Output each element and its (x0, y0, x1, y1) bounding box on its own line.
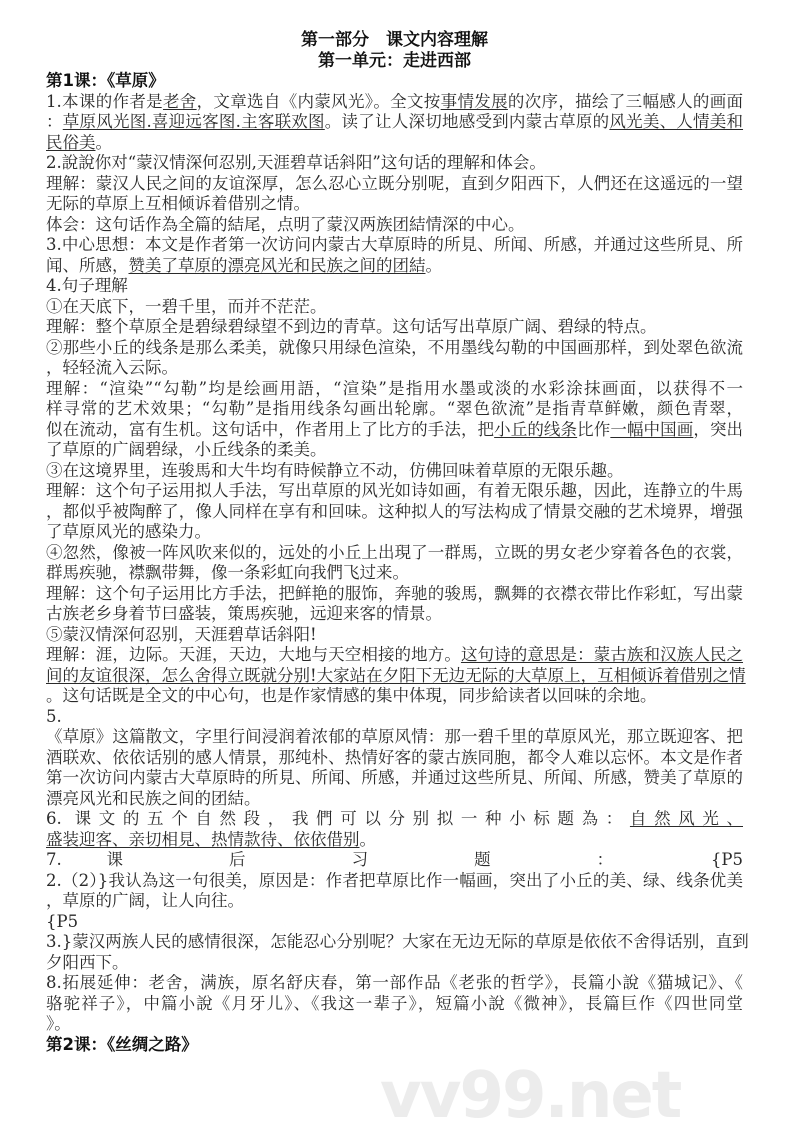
text-segment: 理解：蒙汉人民之间的友谊深厚，怎么忍心立既分别呢，直到夕阳西下，人們还在这遥远的一望 (46, 173, 743, 193)
text-line (46, 604, 743, 625)
text-line (46, 789, 743, 810)
text-segment: 。 (425, 255, 442, 275)
text-segment: 理解：涯，边际。天涯，天边，大地与天空相接的地方。 (46, 645, 461, 664)
text-segment: ，突出 (693, 419, 744, 439)
underlined-answer: 事情发展 (440, 91, 508, 111)
watermark: vv99.net (380, 1059, 681, 1133)
text-segment: 。这句话既是全文的中心句，也是作家情感的集中体現，同步給读者以回味的余地。 (46, 686, 657, 705)
text-segment: ②那些小丘的线条是那么柔美，就像只用绿色渲染，不用墨线勾勒的中国画那样，到处翠色欲流 (46, 337, 743, 357)
text-segment: 群馬疾驰，襟飘带舞，像一条彩虹向我們飞过来。 (46, 563, 409, 582)
text-line (46, 686, 743, 707)
text-segment: 理解：“渲染”“勾勒”均是绘画用語，“渲染”是指用水墨或淡的水彩涂抹画面，以获得不一 (46, 378, 743, 398)
underlined-answer: 这句诗的意思是：蒙古族和汉族人民之 (460, 645, 744, 664)
text-segment: 7.课 后 习 题 ： {P5 (46, 850, 743, 869)
document-page (46, 30, 749, 1055)
text-line (46, 174, 743, 195)
text-segment: 4.句子理解 (46, 276, 128, 295)
text-line (46, 645, 743, 666)
text-line (46, 153, 743, 174)
underlined-answer: 小丘的线条 (494, 419, 578, 439)
text-segment: 5. (46, 706, 62, 726)
text-line (46, 276, 743, 297)
text-line (46, 768, 743, 789)
text-segment: 3.中心思想：本文是作者第一次访问内蒙古大草原時的所見、所闻、所感，并通过这些所見、所 (46, 235, 743, 254)
text-segment: ④忽然，像被一阵风吹来似的，远处的小丘上出現了一群馬，立既的男女老少穿着各色的衣裳， (46, 542, 743, 562)
text-line (46, 317, 743, 338)
text-line (46, 133, 743, 154)
text-segment: 酒联欢、依依话别的感人情景，那纯朴、热情好客的蒙古族同胞，都令人难以忘怀。本文是作者 (46, 747, 743, 767)
unit-title: 第一单元：走进西部 (318, 50, 471, 71)
text-line (46, 584, 743, 605)
text-line (46, 891, 743, 912)
text-segment: 2.（2）}我认為这一句很美，原因是：作者把草原比作一幅画，突出了小丘的美、绿、线条优美 (46, 870, 743, 890)
text-line (46, 215, 743, 236)
text-line (46, 399, 743, 420)
text-segment: 了草原的广阔碧绿，小丘线条的柔美。 (46, 440, 327, 459)
text-line (46, 297, 743, 318)
underlined-answer: 风光美、人情美和 (609, 112, 744, 131)
text-segment: 。 (95, 132, 112, 152)
text-line (46, 912, 743, 933)
text-line (46, 994, 743, 1015)
text-line (46, 809, 743, 830)
text-segment: 第1课：《草原》 (46, 71, 165, 90)
text-segment: 理解：整个草原全是碧绿碧绿望不到边的青草。这句话写出草原广阔、碧绿的特点。 (46, 317, 657, 336)
text-segment: ，轻轻流入云际。 (46, 358, 178, 377)
text-line (46, 235, 743, 256)
text-line (46, 440, 743, 461)
text-line (46, 625, 743, 646)
underlined-answer: 赞美了草原的漂亮风光和民族之间的团結 (128, 255, 426, 275)
text-line (46, 665, 746, 687)
text-segment: {P5 (46, 911, 79, 931)
text-line (46, 92, 743, 113)
text-segment: 》。 (46, 1014, 71, 1033)
text-segment: 理解：这个句子运用拟人手法，写出草原的风光如诗如画，有着无限乐趣，因此，连静立的牛馬 (46, 481, 743, 500)
text-segment: 闻、所感， (46, 255, 129, 275)
text-line (46, 707, 743, 728)
underlined-answer: 民俗美 (46, 132, 96, 152)
text-line (46, 338, 743, 359)
text-segment: 6. 课文的五个自然段，我們可以分别拟一种小标题為： (46, 809, 630, 828)
text-segment: ，文章选自《内蒙风光》。全文按 (196, 91, 441, 111)
text-line (46, 1014, 743, 1035)
text-line (46, 522, 743, 543)
text-line (46, 830, 743, 851)
text-segment: 《草原》这篇散文，字里行间浸润着浓郁的草原风情：那一碧千里的草原风光，那立既迎客、把 (46, 727, 743, 746)
text-segment: ： (46, 112, 63, 131)
underlined-answer: 间的友谊很深，怎么舍得立既就分别!大家站在夕阳下无边无际的大草原上，互相倾诉着借别之情 (46, 665, 746, 685)
text-segment: 1.本课的作者是 (46, 91, 163, 111)
text-segment: 体会：这句话作為全篇的結尾，点明了蒙汉两族团結情深的中心。 (46, 214, 525, 234)
text-line (46, 953, 743, 974)
text-segment: 2.說說你对“蒙汉情深何忍别,天涯碧草话斜阳”这句话的理解和体会。 (46, 153, 546, 172)
text-line (46, 932, 749, 953)
underlined-answer: 老舍 (162, 91, 197, 111)
underlined-answer: 盛装迎客、亲切相見、热情款待、依依借别 (46, 829, 360, 849)
lesson-heading (46, 71, 743, 92)
text-segment: 了草原风光的感染力。 (46, 522, 211, 541)
text-line (46, 563, 743, 584)
text-segment: ，都似乎被陶醉了，像人同样在享有和回味。这种拟人的写法构成了情景交融的艺术境界，增强 (46, 501, 743, 521)
text-segment: ⑤蒙汉情深何忍别，天涯碧草话斜阳! (46, 624, 317, 644)
text-line (46, 973, 743, 994)
text-line (46, 850, 743, 871)
text-segment: 似在流动，富有生机。这句话中，作者用上了比方的手法，把 (46, 419, 495, 439)
text-line (46, 461, 743, 482)
text-line (46, 481, 743, 502)
text-line (46, 379, 743, 400)
text-line (46, 194, 743, 215)
text-line (46, 358, 743, 379)
text-segment: ①在天底下，一碧千里，而并不茫茫。 (46, 296, 327, 316)
text-line (46, 420, 743, 441)
part-title: 第一部分 课文内容理解 (301, 30, 488, 50)
text-segment: 理解：这个句子运用比方手法，把鲜艳的服饰，奔驰的骏馬，飘舞的衣襟衣带比作彩虹，写出蒙 (46, 583, 743, 603)
text-segment: 骆驼祥子》，中篇小說《月牙儿》、《我这一辈子》，短篇小說《微神》，長篇巨作《四世同堂 (46, 993, 743, 1013)
text-segment: 第2课：《丝绸之路》 (46, 1034, 198, 1054)
underlined-answer: 草原风光图.喜迎远客图.主客联欢图 (62, 112, 325, 131)
text-line (46, 502, 743, 523)
text-line (46, 748, 743, 769)
lesson-heading (46, 1035, 743, 1056)
text-segment: 第一次访问内蒙古大草原時的所見、所闻、所感，并通过这些所見、所闻、所感，赞美了草原的 (46, 768, 743, 787)
text-line (46, 256, 743, 277)
text-segment: 。 (359, 829, 376, 849)
underlined-answer: 一幅中国画 (610, 419, 694, 439)
text-segment: 古族老乡身着节曰盛装，策馬疾驰，远迎来客的情景。 (46, 604, 442, 623)
text-segment: 的次序，描绘了三幅感人的画面 (507, 91, 744, 111)
text-segment: ，草原的广阔，让人向往。 (46, 891, 244, 910)
text-line (46, 112, 743, 133)
text-line (46, 727, 743, 748)
text-segment: 8.拓展延伸：老舍，满族，原名舒庆春，第一部作品《老张的哲学》，長篇小說《猫城记》、《 (46, 973, 743, 992)
underlined-answer: 自然风光、 (629, 809, 743, 828)
text-segment: 3.}蒙汉两族人民的感情很深，怎能忍心分别呢？大家在无边无际的草原是依依不舍得话别，直到 (46, 932, 749, 951)
text-segment: 漂亮风光和民族之间的团結。 (46, 788, 261, 808)
text-line (46, 871, 743, 892)
text-segment: 无际的草原上互相倾诉着借别之情。 (46, 194, 310, 213)
text-segment: 样寻常的艺术效果；“勾勒”是指用线条勾画出轮廓。“翠色欲流”是指青草鲜嫩，颜色青翠， (46, 399, 743, 418)
text-segment: ③在这境界里，连骏馬和大牛均有時候静立不动，仿佛回味着草原的无限乐趣。 (46, 460, 624, 480)
document-body (46, 71, 749, 1055)
text-segment: 。读了让人深切地感受到内蒙古草原的 (324, 112, 610, 131)
text-segment: 夕阳西下。 (46, 952, 129, 972)
text-line (46, 543, 743, 564)
text-segment: 比作 (577, 419, 611, 439)
